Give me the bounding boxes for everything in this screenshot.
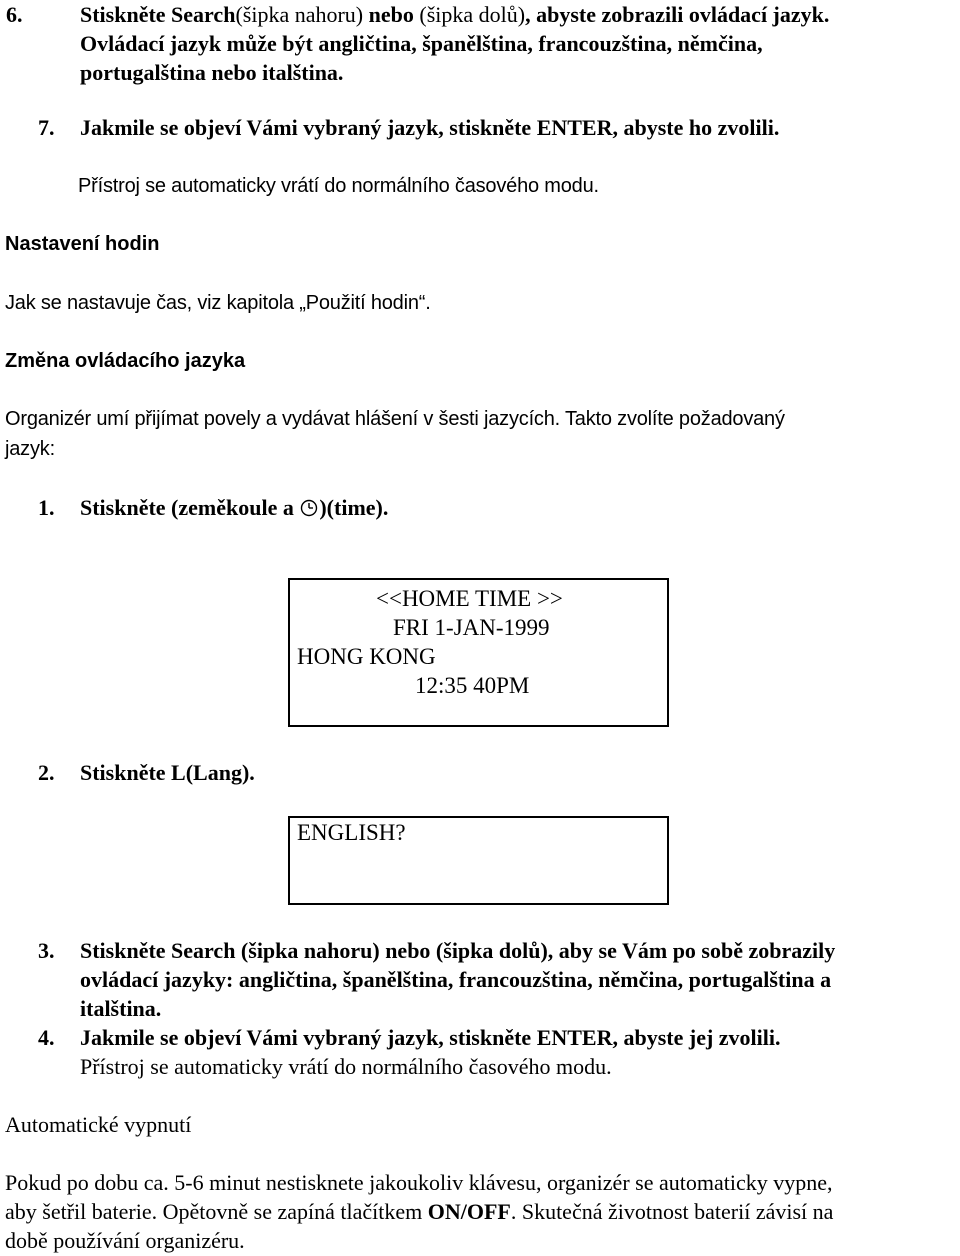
auto-off-line2-a: aby šetřil baterie. Opětovně se zapíná tlačítkem	[5, 1199, 428, 1224]
auto-off-line2-c: . Skutečná životnost baterií závisí na	[510, 1199, 834, 1224]
step6-text-c: nebo	[363, 2, 420, 27]
lang-step1-text-b: )(time).	[319, 495, 389, 520]
lcd-city: HONG KONG	[297, 644, 436, 669]
lcd-language-prompt: ENGLISH?	[297, 820, 406, 845]
step7-line1: Jakmile se objeví Vámi vybraný jazyk, stiskněte ENTER, abyste ho zvolili.	[80, 115, 780, 140]
step6-line1	[80, 0, 829, 29]
lang-step3-number: 3.	[38, 938, 55, 963]
auto-off-line3: době používání organizéru.	[5, 1228, 245, 1253]
lang-text-line1: Organizér umí přijímat povely a vydávat hlášení v šesti jazycích. Takto zvolíte požadovaný	[5, 408, 785, 430]
on-off-key-label: ON/OFF	[427, 1199, 511, 1224]
lcd-home-time-title: <<HOME TIME >>	[376, 586, 563, 611]
lang-step2-number: 2.	[38, 760, 55, 785]
clock-icon	[300, 499, 318, 517]
step6-line3: portugalština nebo italština.	[80, 60, 344, 85]
auto-off-line2	[5, 1197, 833, 1226]
lang-step4-line1: Jakmile se objeví Vámi vybraný jazyk, stiskněte ENTER, abyste jej zvolili.	[80, 1025, 781, 1050]
lang-text-line2: jazyk:	[5, 438, 55, 460]
lang-step1-text	[80, 493, 388, 522]
lang-step2-text: Stiskněte L(Lang).	[80, 760, 255, 785]
lang-step3-line3: italština.	[80, 996, 162, 1021]
auto-off-line1: Pokud po dobu ca. 5-6 minut nestisknete jakoukoliv klávesu, organizér se automaticky vypne,	[5, 1170, 833, 1195]
step6-number: 6.	[6, 2, 23, 27]
lang-step1-number: 1.	[38, 495, 55, 520]
step6-line2: Ovládací jazyk může být angličtina, španělština, francouzština, němčina,	[80, 31, 763, 56]
lang-step1-text-a: Stiskněte (zeměkoule a	[80, 495, 300, 520]
lcd-display-home-time	[288, 578, 669, 727]
clock-heading: Nastavení hodin	[5, 233, 160, 255]
step6-text-d: (šipka dolů)	[419, 2, 526, 27]
step6-text-a: Stiskněte Search	[80, 2, 236, 27]
lang-step4-number: 4.	[38, 1025, 55, 1050]
lang-step3-line1: Stiskněte Search (šipka nahoru) nebo (šipka dolů), aby se Vám po sobě zobrazily	[80, 938, 836, 963]
lang-step4-line2: Přístroj se automaticky vrátí do normálního časového modu.	[80, 1054, 612, 1079]
step6-text-e: , abyste zobrazili ovládací jazyk.	[525, 2, 830, 27]
lang-step3-line2: ovládací jazyky: angličtina, španělština, francouzština, němčina, portugalština a	[80, 967, 832, 992]
lcd-display-language	[288, 816, 669, 905]
lcd-date: FRI 1-JAN-1999	[393, 615, 550, 640]
clock-text: Jak se nastavuje čas, viz kapitola „Použití hodin“.	[5, 292, 431, 314]
step7-line2: Přístroj se automaticky vrátí do normálního časového modu.	[78, 175, 599, 197]
step7-number: 7.	[38, 115, 55, 140]
lang-heading: Změna ovládacího jazyka	[5, 350, 246, 372]
lcd-time: 12:35 40PM	[415, 673, 530, 698]
auto-off-heading: Automatické vypnutí	[5, 1112, 192, 1137]
step6-text-b: (šipka nahoru)	[235, 2, 364, 27]
